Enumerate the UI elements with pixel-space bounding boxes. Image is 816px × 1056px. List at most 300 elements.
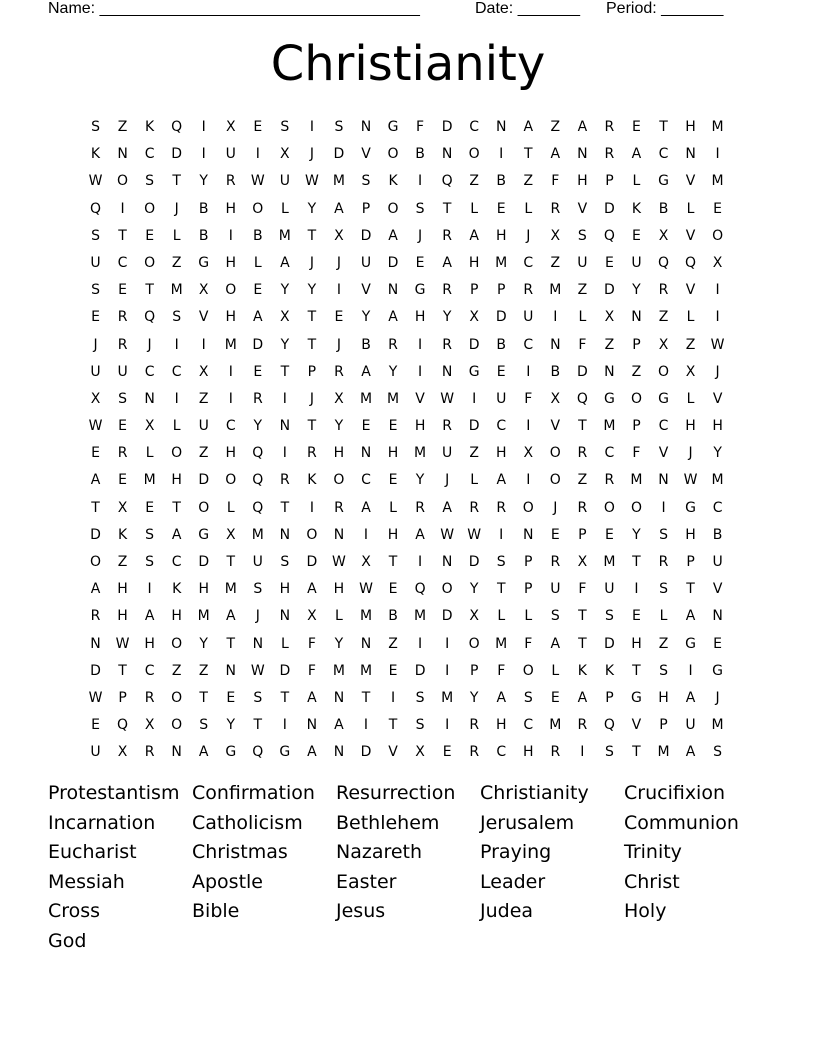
grid-letter: M	[549, 717, 562, 734]
grid-letter: P	[659, 717, 668, 734]
grid-letter: R	[550, 744, 561, 761]
grid-letter: S	[118, 390, 128, 407]
grid-letter: R	[334, 363, 344, 380]
grid-letter: G	[468, 363, 480, 380]
grid-letter: S	[415, 689, 425, 706]
grid-letter: D	[198, 554, 210, 570]
grid-letter: A	[577, 119, 588, 135]
grid-letter: D	[495, 309, 507, 326]
grid-letter: E	[253, 119, 263, 135]
grid-letter: R	[225, 173, 236, 190]
grid-letter: A	[334, 200, 344, 217]
grid-letter: M	[549, 282, 562, 299]
date-field-label: Date: _______	[475, 0, 580, 17]
grid-letter: Q	[414, 581, 426, 598]
grid-letter: E	[713, 635, 723, 652]
grid-row	[82, 359, 731, 386]
grid-letter: Z	[117, 119, 128, 135]
grid-letter: G	[387, 119, 399, 135]
grid-letter: H	[198, 581, 209, 598]
grid-letter: D	[171, 146, 183, 163]
grid-letter: A	[307, 689, 317, 706]
word-bank-item: Christmas	[192, 841, 288, 864]
grid-letter: X	[658, 227, 669, 244]
grid-letter: Q	[576, 390, 588, 407]
grid-letter: R	[252, 390, 263, 407]
grid-letter: I	[282, 390, 287, 407]
page-title: Christianity	[270, 36, 546, 92]
grid-row	[82, 712, 731, 739]
grid-letter: O	[306, 526, 318, 543]
grid-letter: D	[252, 336, 264, 353]
grid-letter: H	[658, 689, 669, 706]
grid-letter: I	[526, 418, 531, 435]
grid-letter: D	[333, 146, 345, 163]
grid-letter: X	[334, 227, 344, 244]
grid-letter: H	[414, 309, 426, 326]
grid-letter: H	[495, 227, 507, 244]
grid-letter: O	[441, 581, 453, 598]
grid-letter: P	[632, 336, 641, 353]
grid-letter: A	[171, 526, 182, 543]
grid-letter: D	[360, 227, 372, 244]
grid-letter: A	[361, 363, 371, 380]
grid-letter: Q	[252, 445, 264, 462]
grid-letter: I	[147, 581, 152, 598]
grid-letter: E	[632, 608, 641, 625]
grid-letter: V	[712, 581, 723, 598]
grid-letter: P	[307, 363, 317, 380]
grid-letter: X	[144, 717, 155, 734]
grid-letter: I	[688, 662, 693, 679]
grid-letter: A	[334, 717, 344, 734]
grid-letter: Q	[603, 717, 615, 734]
grid-letter: K	[577, 662, 587, 679]
grid-letter: S	[91, 227, 100, 244]
grid-letter: Z	[469, 173, 479, 190]
grid-letter: Z	[550, 119, 561, 135]
grid-letter: S	[713, 744, 723, 761]
grid-letter: S	[280, 554, 290, 570]
grid-letter: R	[658, 282, 669, 299]
grid-letter: Z	[604, 336, 615, 353]
grid-letter: V	[685, 173, 696, 190]
grid-letter: I	[309, 119, 314, 135]
grid-letter: Z	[550, 254, 561, 271]
grid-letter: E	[334, 309, 344, 326]
grid-letter: T	[388, 717, 398, 734]
word-bank-item: Leader	[480, 870, 546, 893]
grid-letter: R	[117, 336, 128, 353]
grid-letter: W	[88, 689, 103, 706]
grid-row	[82, 196, 731, 223]
grid-letter: V	[388, 744, 398, 761]
grid-letter: D	[387, 254, 399, 271]
grid-letter: X	[604, 309, 615, 326]
grid-letter: S	[577, 227, 587, 244]
grid-letter: S	[523, 689, 533, 706]
grid-letter: A	[307, 581, 317, 598]
grid-letter: F	[307, 662, 316, 679]
grid-letter: Q	[657, 254, 670, 271]
grid-letter: Q	[252, 472, 264, 489]
grid-letter: J	[553, 499, 558, 516]
grid-letter: F	[497, 662, 506, 679]
grid-row	[82, 277, 731, 304]
grid-letter: F	[551, 173, 560, 190]
grid-letter: Z	[631, 363, 642, 380]
grid-letter: N	[252, 635, 264, 652]
grid-letter: I	[282, 717, 287, 734]
grid-letter: H	[685, 526, 696, 543]
grid-letter: Y	[199, 635, 208, 652]
grid-letter: H	[225, 309, 237, 326]
grid-letter: J	[255, 608, 260, 625]
grid-letter: P	[686, 554, 695, 570]
grid-letter: I	[228, 227, 233, 244]
grid-letter: V	[361, 282, 371, 299]
grid-letter: D	[604, 200, 615, 217]
grid-letter: I	[201, 336, 206, 353]
word-bank-item: Cross	[48, 900, 101, 923]
grid-letter: N	[685, 146, 696, 163]
grid-letter: A	[550, 146, 561, 163]
grid-letter: G	[658, 173, 669, 190]
grid-letter: L	[335, 608, 343, 625]
grid-row	[82, 413, 731, 440]
grid-letter: V	[415, 390, 425, 407]
grid-letter: N	[577, 146, 588, 163]
grid-letter: D	[468, 554, 480, 570]
grid-letter: M	[711, 717, 724, 734]
grid-letter: E	[226, 689, 236, 706]
grid-letter: I	[715, 282, 720, 299]
grid-letter: T	[496, 581, 506, 598]
grid-letter: O	[468, 635, 480, 652]
word-bank-item: God	[48, 929, 87, 952]
grid-letter: Q	[144, 309, 156, 326]
grid-letter: J	[418, 227, 423, 244]
grid-letter: O	[387, 200, 399, 217]
grid-letter: T	[307, 336, 317, 353]
grid-letter: W	[467, 526, 482, 543]
grid-letter: P	[469, 662, 479, 679]
grid-letter: V	[361, 146, 371, 163]
grid-letter: B	[415, 146, 425, 163]
grid-letter: A	[442, 499, 452, 516]
grid-letter: Z	[469, 445, 479, 462]
grid-letter: G	[279, 744, 291, 761]
grid-letter: H	[171, 608, 182, 625]
grid-letter: Q	[252, 744, 264, 761]
grid-letter: U	[198, 418, 209, 435]
grid-letter: O	[657, 363, 670, 380]
grid-letter: I	[174, 336, 179, 353]
grid-letter: Y	[226, 717, 236, 734]
grid-letter: I	[580, 744, 585, 761]
grid-letter: U	[604, 581, 615, 598]
grid-letter: D	[198, 472, 210, 489]
grid-letter: C	[469, 119, 480, 135]
grid-letter: R	[388, 336, 398, 353]
grid-letter: H	[685, 418, 696, 435]
grid-letter: S	[659, 662, 668, 679]
grid-letter: H	[279, 581, 291, 598]
grid-letter: Y	[334, 635, 344, 652]
grid-letter: B	[198, 227, 209, 244]
grid-letter: V	[631, 717, 642, 734]
grid-letter: N	[360, 635, 372, 652]
grid-letter: X	[550, 390, 561, 407]
grid-letter: S	[415, 717, 425, 734]
grid-letter: W	[359, 581, 373, 598]
grid-letter: O	[117, 173, 129, 190]
grid-row	[82, 576, 731, 603]
grid-letter: S	[659, 526, 668, 543]
grid-letter: E	[118, 282, 127, 299]
grid-row	[82, 440, 731, 467]
grid-letter: X	[577, 554, 588, 570]
grid-letter: U	[90, 744, 101, 761]
grid-letter: B	[496, 336, 507, 353]
grid-letter: E	[496, 363, 506, 380]
word-bank-item: Resurrection	[336, 782, 456, 804]
grid-letter: E	[253, 363, 263, 380]
grid-letter: L	[226, 499, 235, 516]
grid-letter: D	[360, 744, 372, 761]
grid-letter: Z	[658, 635, 669, 652]
grid-letter: W	[440, 526, 455, 543]
grid-letter: M	[197, 608, 210, 625]
grid-letter: R	[604, 146, 615, 163]
grid-letter: U	[631, 254, 642, 271]
grid-letter: I	[472, 390, 477, 407]
grid-letter: G	[225, 744, 237, 761]
grid-letter: T	[523, 146, 533, 163]
grid-letter: K	[307, 472, 317, 489]
word-bank-item: Praying	[480, 841, 552, 864]
grid-letter: J	[309, 254, 314, 271]
grid-letter: A	[685, 689, 696, 706]
grid-letter: R	[550, 200, 561, 217]
grid-letter: B	[388, 608, 398, 625]
grid-letter: X	[469, 608, 479, 625]
word-bank-item: Jesus	[336, 900, 386, 923]
grid-letter: Y	[469, 689, 479, 706]
grid-letter: E	[415, 254, 425, 271]
grid-letter: R	[604, 472, 615, 489]
grid-letter: N	[631, 309, 642, 326]
grid-letter: I	[363, 717, 369, 734]
grid-letter: X	[550, 227, 561, 244]
grid-letter: Y	[632, 526, 641, 543]
grid-letter: Y	[713, 445, 722, 462]
grid-letter: S	[604, 608, 614, 625]
grid-letter: A	[685, 744, 696, 761]
grid-letter: T	[118, 662, 127, 679]
grid-letter: G	[712, 662, 724, 679]
grid-letter: A	[415, 526, 425, 543]
grid-letter: X	[198, 363, 209, 380]
grid-letter: C	[523, 717, 534, 734]
grid-letter: N	[658, 472, 669, 489]
grid-letter: G	[198, 526, 210, 543]
grid-letter: J	[715, 689, 720, 706]
grid-letter: G	[658, 390, 669, 407]
grid-letter: H	[468, 254, 480, 271]
grid-letter: K	[117, 526, 128, 543]
grid-letter: L	[632, 173, 641, 190]
grid-letter: O	[630, 390, 642, 407]
grid-letter: L	[686, 309, 695, 326]
grid-letter: T	[280, 499, 290, 516]
grid-letter: S	[550, 608, 560, 625]
grid-letter: K	[145, 119, 155, 135]
grid-letter: A	[388, 227, 398, 244]
grid-letter: I	[553, 309, 558, 326]
grid-letter: F	[416, 119, 425, 135]
grid-letter: D	[279, 662, 291, 679]
grid-letter: K	[388, 173, 398, 190]
grid-letter: T	[172, 173, 181, 190]
word-bank-item: Catholicism	[192, 811, 303, 834]
grid-letter: M	[441, 689, 454, 706]
grid-letter: C	[171, 554, 182, 570]
grid-letter: X	[307, 608, 317, 625]
grid-letter: M	[359, 390, 373, 407]
grid-letter: P	[118, 689, 127, 706]
grid-letter: X	[658, 336, 669, 353]
grid-letter: J	[309, 390, 314, 407]
grid-letter: V	[198, 309, 209, 326]
grid-letter: Y	[307, 282, 317, 299]
grid-letter: C	[361, 472, 371, 489]
grid-row	[82, 631, 731, 658]
grid-letter: I	[418, 363, 423, 380]
grid-letter: L	[145, 445, 154, 462]
grid-letter: R	[279, 472, 290, 489]
grid-letter: B	[253, 227, 263, 244]
grid-letter: M	[386, 390, 400, 407]
grid-letter: R	[442, 227, 452, 244]
grid-letter: X	[117, 499, 128, 516]
grid-letter: X	[334, 390, 344, 407]
grid-letter: N	[604, 363, 615, 380]
grid-letter: T	[226, 635, 236, 652]
grid-letter: N	[523, 526, 534, 543]
grid-letter: R	[442, 282, 452, 299]
grid-letter: A	[442, 254, 452, 271]
grid-letter: D	[414, 662, 426, 679]
grid-letter: C	[658, 146, 669, 163]
grid-letter: I	[309, 499, 314, 516]
grid-letter: Z	[523, 173, 534, 190]
grid-letter: N	[550, 336, 561, 353]
grid-letter: R	[469, 717, 480, 734]
grid-letter: I	[715, 146, 720, 163]
grid-letter: N	[387, 282, 399, 299]
word-bank	[48, 779, 808, 957]
grid-letter: L	[470, 200, 479, 217]
grid-letter: Q	[685, 254, 697, 271]
grid-row	[82, 549, 731, 576]
grid-letter: Q	[117, 717, 129, 734]
grid-letter: B	[496, 173, 507, 190]
grid-letter: O	[549, 445, 561, 462]
grid-letter: P	[497, 282, 506, 299]
grid-row	[82, 685, 731, 712]
grid-letter: U	[496, 390, 507, 407]
grid-letter: E	[632, 227, 641, 244]
grid-letter: C	[144, 662, 155, 679]
grid-letter: H	[225, 445, 237, 462]
grid-letter: T	[91, 499, 100, 516]
grid-letter: A	[253, 309, 263, 326]
grid-letter: J	[336, 254, 342, 271]
grid-letter: X	[523, 445, 534, 462]
grid-letter: N	[712, 608, 723, 625]
grid-letter: J	[526, 227, 531, 244]
grid-letter: N	[495, 119, 507, 135]
grid-letter: T	[388, 554, 398, 570]
grid-letter: U	[252, 554, 263, 570]
grid-letter: A	[388, 309, 398, 326]
grid-letter: N	[279, 608, 291, 625]
grid-letter: C	[658, 418, 669, 435]
word-bank-item: Communion	[624, 811, 739, 834]
grid-letter: E	[118, 472, 127, 489]
grid-letter: Z	[171, 254, 182, 271]
grid-letter: C	[117, 254, 128, 271]
grid-letter: T	[199, 689, 208, 706]
grid-letter: D	[306, 554, 318, 570]
grid-letter: W	[710, 336, 725, 353]
grid-letter: I	[174, 390, 179, 407]
name-field-label: Name: ____________________________________	[48, 0, 420, 17]
grid-letter: O	[171, 445, 183, 462]
grid-letter: I	[499, 146, 504, 163]
word-bank-item: Nazareth	[336, 841, 423, 864]
grid-letter: D	[576, 363, 588, 380]
grid-letter: H	[117, 608, 128, 625]
grid-letter: I	[445, 717, 450, 734]
grid-letter: L	[659, 608, 668, 625]
grid-letter: A	[90, 581, 101, 598]
grid-letter: W	[115, 635, 130, 652]
word-bank-item: Apostle	[192, 870, 263, 893]
grid-letter: V	[712, 390, 723, 407]
grid-letter: S	[91, 282, 100, 299]
grid-letter: Q	[441, 173, 453, 190]
grid-letter: M	[603, 418, 616, 435]
grid-letter: E	[145, 227, 155, 244]
word-bank-item: Jerusalem	[480, 811, 575, 834]
grid-letter: R	[90, 608, 101, 625]
grid-letter: J	[336, 336, 342, 353]
grid-letter: K	[604, 662, 614, 679]
grid-letter: N	[333, 744, 345, 761]
grid-letter: U	[577, 254, 588, 271]
grid-letter: I	[715, 309, 720, 326]
grid-letter: N	[333, 526, 345, 543]
grid-letter: O	[522, 662, 534, 679]
grid-letter: S	[253, 581, 263, 598]
grid-letter: Z	[198, 390, 209, 407]
grid-letter: S	[361, 173, 371, 190]
grid-letter: T	[632, 662, 641, 679]
grid-letter: T	[172, 499, 181, 516]
grid-letter: H	[495, 445, 507, 462]
